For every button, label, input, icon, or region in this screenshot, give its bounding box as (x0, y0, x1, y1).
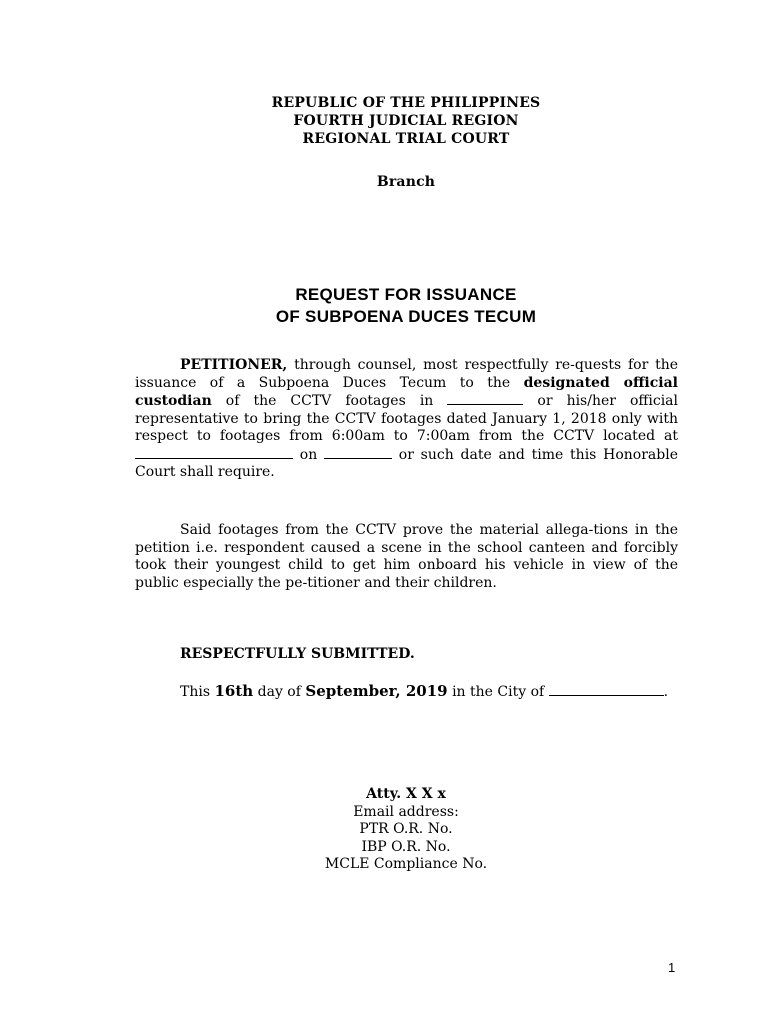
blank-location (135, 446, 293, 459)
blank-date (324, 446, 392, 459)
title-line-2: OF SUBPOENA DUCES TECUM (275, 307, 537, 326)
paragraph1-lead: PETITIONER, (180, 357, 288, 373)
paragraph1-bold: designated official custodian (135, 374, 678, 409)
signature-block (0, 786, 768, 874)
header-republic: REPUBLIC OF THE PHILIPPINES (271, 95, 541, 111)
paragraph-footages: Said footages from the CCTV prove the material allega-tions in the petition i.e. respondent caused a scene in the school canteen and forcibly took their youngest child to get him onboard his vehicle in view of the public especially the pe-titioner and their children. (135, 522, 678, 591)
email-address: Email address: (353, 803, 459, 820)
ptr-number: PTR O.R. No. (359, 821, 453, 837)
header-region: FOURTH JUDICIAL REGION (293, 113, 519, 129)
date-line (135, 681, 678, 702)
paragraph-petitioner (135, 357, 678, 482)
date-month-year: September, 2019 (305, 682, 448, 700)
paragraph1-text2: of the CCTV footages in (211, 393, 448, 409)
date-text-2: day of (253, 684, 306, 700)
court-header (0, 94, 768, 148)
date-text-3: in the City of (447, 684, 545, 700)
paragraph1-text1: through counsel, most respectfully re-quests for the issuance of a Subpoena Duces Tecum to the (135, 357, 678, 391)
header-court: REGIONAL TRIAL COURT (302, 131, 510, 147)
document-title (0, 284, 768, 328)
paragraph1-text4: on (293, 446, 324, 463)
header-branch: Branch (376, 174, 436, 190)
title-line-1: REQUEST FOR ISSUANCE (295, 285, 517, 304)
closing-line (135, 646, 678, 664)
blank-custodian (447, 392, 523, 405)
ibp-number: IBP O.R. No. (361, 838, 451, 855)
closing-text: RESPECTFULLY SUBMITTED. (180, 646, 415, 662)
date-text-1: This (180, 684, 215, 700)
paragraph1-text3: or his/her official representative to bring the CCTV footages dated January 1, 2018 only with respect to footages from 6:00am to 7:00am from the CCTV located at (135, 393, 678, 444)
date-day: 16th (214, 682, 254, 700)
blank-city (549, 683, 664, 696)
page-number: 1 (668, 960, 676, 975)
paragraph1-text5: or such date and time this Honorable Court shall require. (135, 446, 678, 480)
attorney-name: Atty. X X x (366, 786, 446, 802)
mcle-number: MCLE Compliance No. (324, 856, 488, 872)
date-text-4: . (663, 684, 669, 700)
